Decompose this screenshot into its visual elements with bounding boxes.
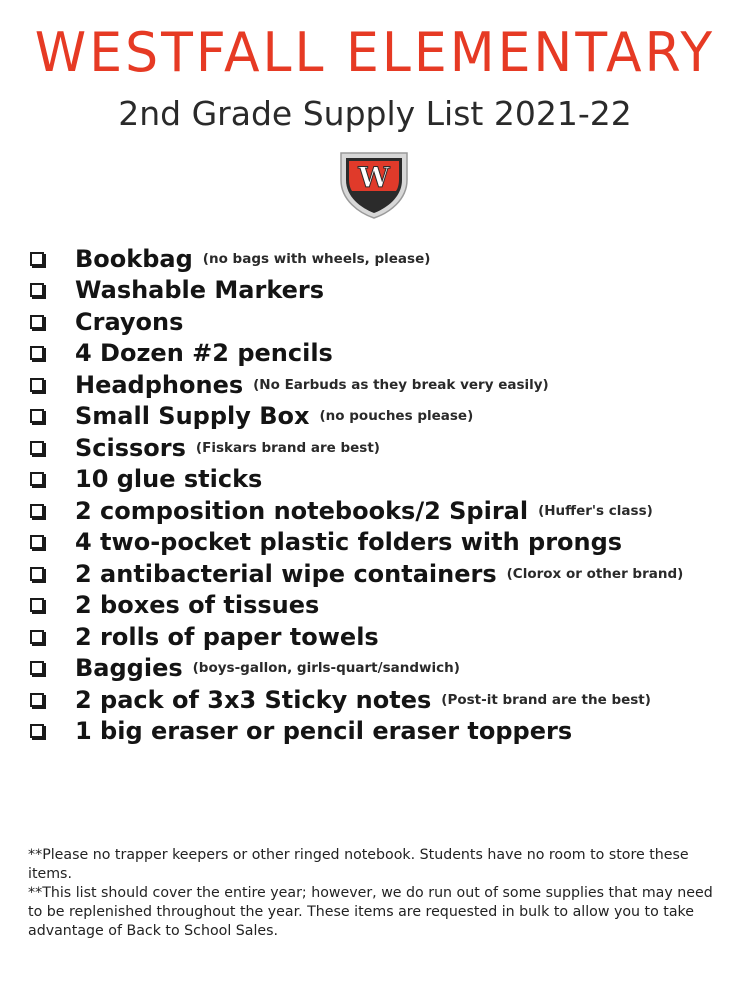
- supply-checklist: [30, 243, 740, 747]
- list-item: [30, 432, 740, 464]
- checkbox[interactable]: [30, 472, 44, 486]
- school-name-title: WESTFALL ELEMENTARY: [34, 21, 716, 85]
- list-item: [30, 275, 740, 307]
- supply-item-name: 2 boxes of tissues: [75, 591, 320, 620]
- supply-item-note: (no bags with wheels, please): [202, 250, 431, 267]
- supply-item-note: (no pouches please): [319, 408, 474, 425]
- footnote-replenish-supplies: **This list should cover the entire year; however, we do run out of some supplies that may need to be replenished throughout the year. These items are requested in bulk to allow you to take advantage of Back to School Sales.: [28, 885, 713, 939]
- checkbox[interactable]: [30, 409, 44, 423]
- supply-item-name: Washable Markers: [75, 276, 325, 305]
- checkbox[interactable]: [30, 252, 44, 266]
- supply-item-name: 2 pack of 3x3 Sticky notes: [75, 685, 432, 714]
- list-item: [30, 243, 740, 275]
- supply-item-note: (boys-gallon, girls-quart/sandwich): [192, 660, 460, 677]
- checkbox[interactable]: [30, 346, 44, 360]
- list-item: [30, 401, 740, 433]
- list-item: [30, 716, 740, 748]
- list-item: [30, 338, 740, 370]
- checkbox[interactable]: [30, 504, 44, 518]
- list-item: [30, 590, 740, 622]
- list-item: [30, 369, 740, 401]
- checkbox[interactable]: [30, 315, 44, 329]
- supply-item-note: (No Earbuds as they break very easily): [253, 376, 549, 393]
- checkbox[interactable]: [30, 630, 44, 644]
- checkbox[interactable]: [30, 661, 44, 675]
- list-item: [30, 527, 740, 559]
- supply-item-note: (Clorox or other brand): [506, 565, 684, 582]
- checkbox[interactable]: [30, 724, 44, 738]
- supply-item-note: (Post-it brand are the best): [441, 691, 651, 708]
- checkbox[interactable]: [30, 598, 44, 612]
- checkbox[interactable]: [30, 441, 44, 455]
- school-logo-shield-icon: [337, 150, 411, 220]
- supply-item-name: 2 antibacterial wipe containers: [75, 559, 497, 588]
- supply-item-name: 4 two-pocket plastic folders with prongs: [75, 528, 623, 557]
- footnote-trapper-keepers: **Please no trapper keepers or other ringed notebook. Students have no room to store these items.: [28, 847, 689, 882]
- checkbox[interactable]: [30, 535, 44, 549]
- supply-item-name: Crayons: [75, 307, 184, 336]
- supply-item-name: Scissors: [75, 433, 186, 462]
- list-item: [30, 495, 740, 527]
- supply-item-name: Baggies: [75, 654, 183, 683]
- supply-item-name: Headphones: [75, 370, 244, 399]
- supply-item-note: (Huffer's class): [538, 502, 653, 519]
- logo-letter: W: [358, 161, 390, 194]
- checkbox[interactable]: [30, 567, 44, 581]
- supply-list-subtitle: 2nd Grade Supply List 2021-22: [118, 94, 632, 133]
- supply-item-name: 1 big eraser or pencil eraser toppers: [75, 717, 573, 746]
- supply-item-name: Small Supply Box: [75, 402, 310, 431]
- supply-item-name: Bookbag: [75, 244, 193, 273]
- checkbox[interactable]: [30, 283, 44, 297]
- list-item: [30, 306, 740, 338]
- list-item: [30, 558, 740, 590]
- supply-item-note: (Fiskars brand are best): [195, 439, 380, 456]
- list-item: [30, 621, 740, 653]
- footnotes: [28, 846, 728, 941]
- list-item: [30, 653, 740, 685]
- supply-item-name: 4 Dozen #2 pencils: [75, 339, 333, 368]
- supply-item-name: 10 glue sticks: [75, 465, 263, 494]
- supply-item-name: 2 rolls of paper towels: [75, 622, 379, 651]
- checkbox[interactable]: [30, 693, 44, 707]
- supply-item-name: 2 composition notebooks/2 Spiral: [75, 496, 529, 525]
- list-item: [30, 464, 740, 496]
- list-item: [30, 684, 740, 716]
- checkbox[interactable]: [30, 378, 44, 392]
